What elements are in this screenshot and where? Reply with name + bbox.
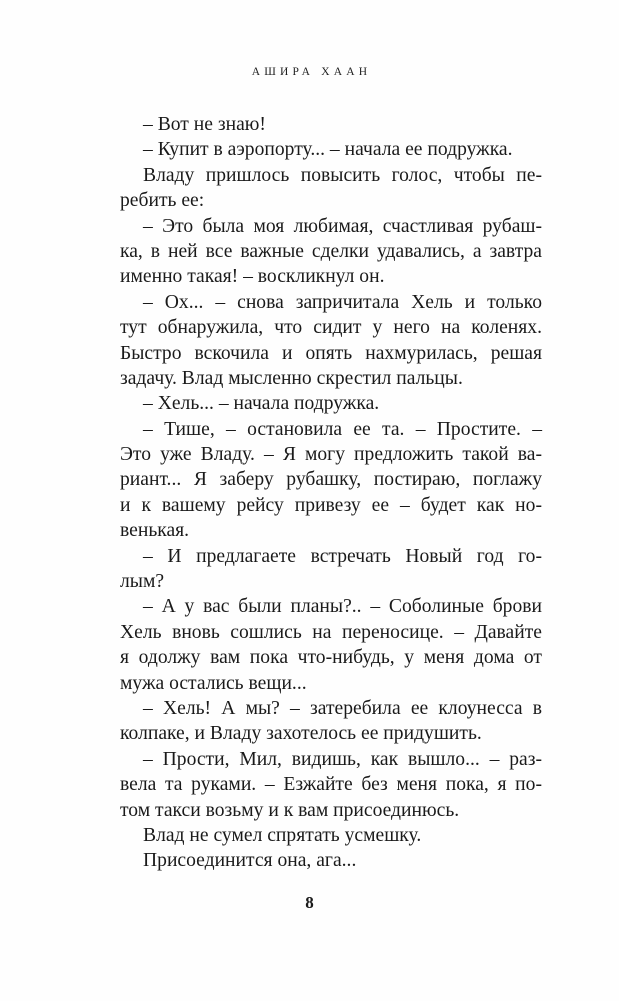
text-line: – Купит в аэропорту... – начала ее подружка. bbox=[143, 139, 513, 161]
text-line: ка, в ней все важные сделки удавались, а завтра bbox=[120, 240, 542, 262]
text-line: Владу пришлось повысить голос, чтобы пе- bbox=[143, 164, 542, 186]
text-line: – Ох... – снова запричитала Хель и только bbox=[143, 291, 542, 313]
text-line: – Тише, – остановила ее та. – Простите. – bbox=[143, 418, 542, 440]
text-line: я одолжу вам пока что-нибудь, у меня дома от bbox=[120, 647, 542, 669]
text-line: Это уже Владу. – Я могу предложить такой ва- bbox=[120, 444, 542, 466]
text-line: – Вот не знаю! bbox=[143, 114, 266, 135]
text-line: – Хель... – начала подружка. bbox=[143, 393, 380, 415]
text-line: Присоединится она, ага... bbox=[143, 850, 357, 872]
text-line: колпаке, и Владу захотелось ее придушить. bbox=[120, 723, 482, 745]
page-number: 8 bbox=[305, 893, 314, 912]
text-line: – Прости, Мил, видишь, как вышло... – раз- bbox=[143, 748, 542, 770]
text-line: тут обнаружила, что сидит у него на коленях. bbox=[120, 317, 542, 339]
text-line: – Это была моя любимая, счастливая рубаш- bbox=[143, 215, 542, 237]
text-line: Быстро вскочила и опять нахмурилась, решая bbox=[120, 342, 542, 364]
text-line: задачу. Влад мысленно скрестил пальцы. bbox=[120, 367, 463, 389]
text-line: Хель вновь сошлись на переносице. – Давайте bbox=[120, 621, 542, 643]
text-line: риант... Я заберу рубашку, постираю, поглажу bbox=[120, 469, 542, 491]
text-line: – И предлагаете встречать Новый год го- bbox=[143, 545, 542, 567]
text-line: венькая. bbox=[120, 520, 190, 542]
text-line: Влад не сумел спрятать усмешку. bbox=[143, 824, 422, 846]
text-line: мужа остались вещи... bbox=[120, 672, 307, 694]
body-text bbox=[120, 112, 542, 874]
text-line: ребить ее: bbox=[120, 190, 205, 212]
text-line: том такси возьму и к вам присоединюсь. bbox=[120, 799, 460, 821]
running-header-author: АШИРА ХААН bbox=[251, 66, 372, 78]
text-line: – А у вас были планы?.. – Соболиные брови bbox=[143, 596, 542, 618]
text-line: лым? bbox=[120, 571, 165, 593]
text-line: и к вашему рейсу привезу ее – будет как но- bbox=[120, 494, 542, 516]
text-line: именно такая! – воскликнул он. bbox=[120, 266, 385, 288]
text-line: вела та руками. – Езжайте без меня пока, я по- bbox=[120, 774, 542, 796]
text-line: – Хель! А мы? – затеребила ее клоунесса в bbox=[143, 697, 542, 719]
